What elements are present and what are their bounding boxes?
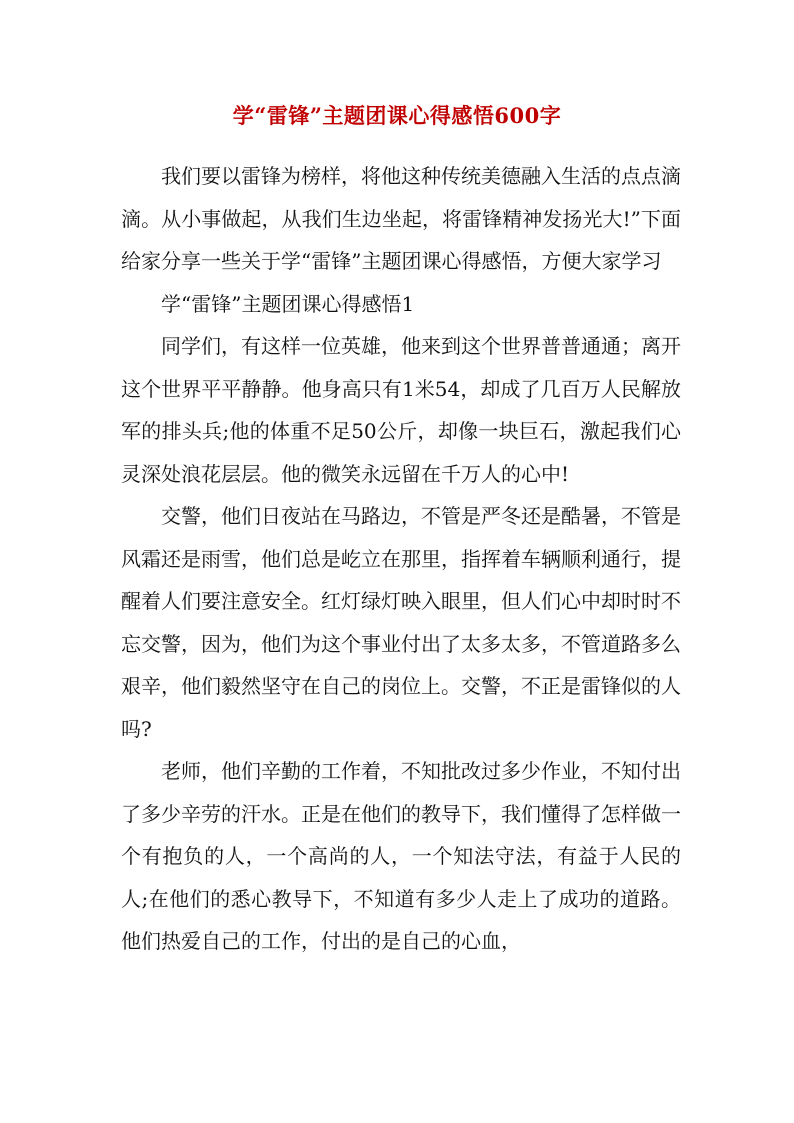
intro-paragraph: 我们要以雷锋为榜样，将他这种传统美德融入生活的点点滴滴。从小事做起，从我们生边坐起，将雷锋精神发扬光大!”下面给家分享一些关于学“雷锋”主题团课心得感悟，方便大家学习 xyxy=(121,164,681,273)
section-heading: 学“雷锋”主题团课心得感悟1 xyxy=(161,291,415,316)
page-title: 学“雷锋”主题团课心得感悟600字 xyxy=(232,103,562,128)
document-body xyxy=(121,155,681,963)
body-paragraph: 老师，他们辛勤的工作着，不知批改过多少作业，不知付出了多少辛劳的汗水。正是在他们的教导下，我们懂得了怎样做一个有抱负的人，一个高尚的人，一个知法守法，有益于人民的人;在他们的悉心教导下，不知道有多少人走上了成功的道路。他们热爱自己的工作，付出的是自己的心血， xyxy=(121,759,681,953)
body-paragraph: 同学们，有这样一位英雄，他来到这个世界普普通通；离开这个世界平平静静。他身高只有1米54，却成了几百万人民解放军的排头兵;他的体重不足50公斤，却像一块巨石，激起我们心灵深处浪花层层。他的微笑永远留在千万人的心中! xyxy=(121,334,681,486)
body-paragraph: 交警，他们日夜站在马路边，不管是严冬还是酷暑，不管是风霜还是雨雪，他们总是屹立在那里，指挥着车辆顺利通行，提醒着人们要注意安全。红灯绿灯映入眼里，但人们心中却时时不忘交警，因为，他们为这个事业付出了太多太多，不管道路多么艰辛，他们毅然坚守在自己的岗位上。交警，不正是雷锋似的人吗? xyxy=(121,504,681,741)
